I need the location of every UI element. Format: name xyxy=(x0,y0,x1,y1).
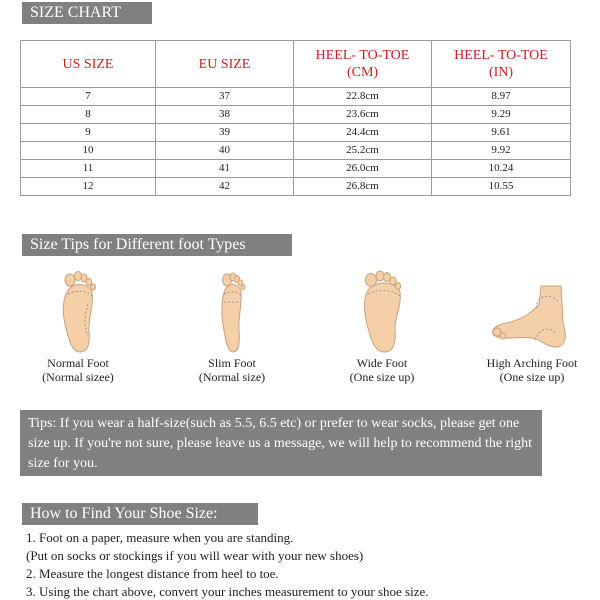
header-eu-size: EU SIZE xyxy=(156,41,294,88)
tips-box: Tips: If you wear a half-size(such as 5.5, 6.5 etc) or prefer to wear socks, please get one size up. If you're not sure, please leave us a message, we will help to recommend the right size for you. xyxy=(20,410,542,476)
cell-cm: 24.4cm xyxy=(294,124,432,142)
foot-type-name: Slim Foot xyxy=(208,356,256,370)
cell-us: 12 xyxy=(21,178,156,196)
how-to-step: 1. Foot on a paper, measure when you are standing. xyxy=(26,530,294,545)
how-to-note: (Put on socks or stockings if you will wear with your new shoes) xyxy=(26,548,364,563)
foot-types-title: Size Tips for Different foot Types xyxy=(22,234,292,256)
how-to-step: 2. Measure the longest distance from heel to toe. xyxy=(26,566,279,581)
cell-in: 9.29 xyxy=(432,106,571,124)
cell-us: 8 xyxy=(21,106,156,124)
foot-type-name: Normal Foot xyxy=(47,356,109,370)
foot-type-wide xyxy=(322,266,442,384)
cell-in: 9.61 xyxy=(432,124,571,142)
foot-type-normal xyxy=(18,266,138,384)
cell-cm: 22.8cm xyxy=(294,88,432,106)
cell-cm: 25.2cm xyxy=(294,142,432,160)
cell-in: 9.92 xyxy=(432,142,571,160)
foot-type-note: (Normal size) xyxy=(198,370,266,384)
foot-type-note: (One size up) xyxy=(499,370,565,384)
foot-type-note: (Normal sizee) xyxy=(42,370,114,384)
cell-us: 7 xyxy=(21,88,156,106)
cell-in: 10.24 xyxy=(432,160,571,178)
cell-eu: 41 xyxy=(156,160,294,178)
wide-foot-icon xyxy=(352,266,412,356)
foot-type-note: (One size up) xyxy=(349,370,415,384)
cell-in: 8.97 xyxy=(432,88,571,106)
cell-eu: 42 xyxy=(156,178,294,196)
header-heel-toe-cm: HEEL- TO-TOE (CM) xyxy=(294,41,432,88)
table-row xyxy=(21,88,571,106)
header-heel-toe-in: HEEL- TO-TOE (IN) xyxy=(432,41,571,88)
cell-eu: 40 xyxy=(156,142,294,160)
table-row xyxy=(21,106,571,124)
cell-cm: 26.0cm xyxy=(294,160,432,178)
foot-type-name: High Arching Foot xyxy=(486,356,578,370)
size-chart-table xyxy=(20,40,571,196)
high-arch-foot-icon xyxy=(477,266,587,356)
cell-cm: 26.8cm xyxy=(294,178,432,196)
header-us-size: US SIZE xyxy=(21,41,156,88)
cell-eu: 38 xyxy=(156,106,294,124)
cell-in: 10.55 xyxy=(432,178,571,196)
table-row xyxy=(21,124,571,142)
slim-foot-icon xyxy=(202,266,262,356)
foot-type-slim xyxy=(172,266,292,384)
how-to-step: 3. Using the chart above, convert your inches measurement to your shoe size. xyxy=(26,584,429,599)
cell-us: 11 xyxy=(21,160,156,178)
foot-type-name: Wide Foot xyxy=(356,356,408,370)
cell-cm: 23.6cm xyxy=(294,106,432,124)
table-row xyxy=(21,160,571,178)
cell-eu: 39 xyxy=(156,124,294,142)
table-row xyxy=(21,178,571,196)
cell-eu: 37 xyxy=(156,88,294,106)
table-row xyxy=(21,142,571,160)
cell-us: 10 xyxy=(21,142,156,160)
table-header-row xyxy=(21,41,571,88)
how-to-title: How to Find Your Shoe Size: xyxy=(22,503,258,525)
size-chart-title: SIZE CHART xyxy=(22,2,152,24)
normal-foot-icon xyxy=(48,266,108,356)
cell-us: 9 xyxy=(21,124,156,142)
foot-type-high-arch xyxy=(472,266,592,384)
